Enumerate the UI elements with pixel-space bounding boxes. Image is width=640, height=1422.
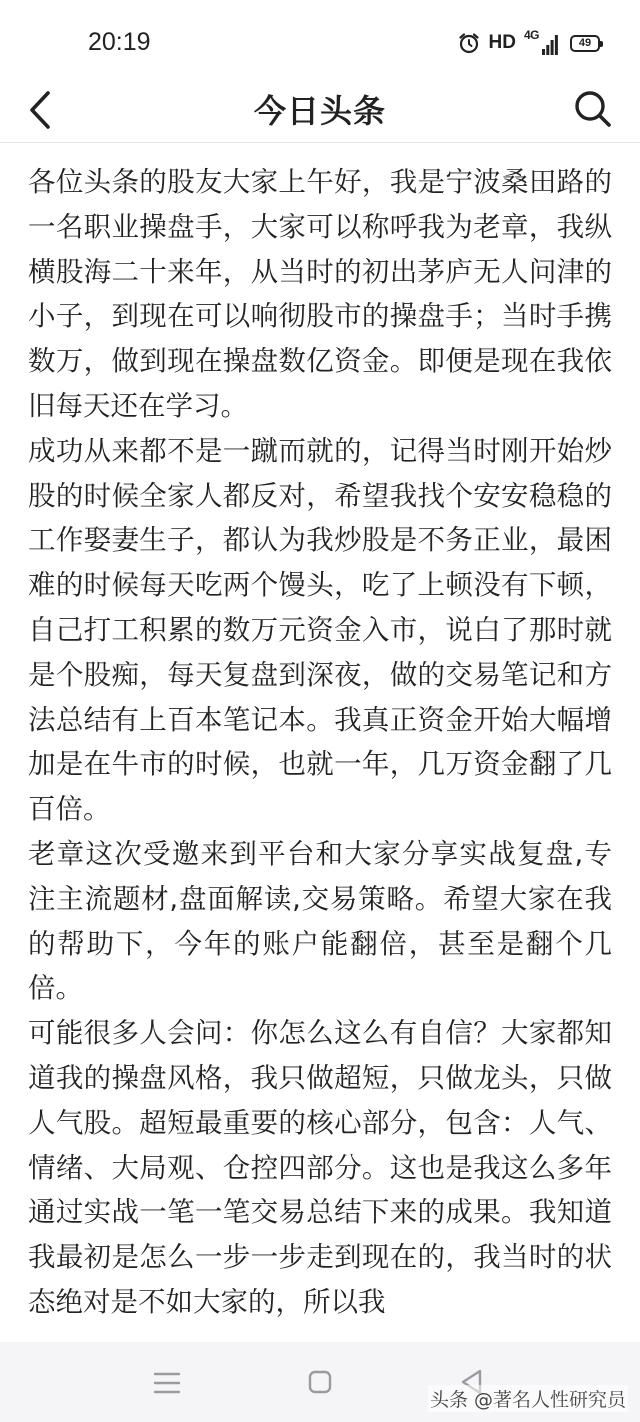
signal-indicator	[524, 28, 558, 55]
search-icon	[573, 89, 613, 129]
article-paragraph: 可能很多人会问：你怎么这么有自信？大家都知道我的操盘风格，我只做超短，只做龙头，只做人气股。超短最重要的核心部分，包含：人气、情绪、大局观、仓控四部分。这也是我这么多年通过实战一笔一笔交易总结下来的成果。我知道我最初是怎么一步一步走到现在的，我当时的状态绝对是不如大家的，所以我	[28, 1017, 612, 1318]
battery-icon	[570, 35, 600, 52]
network-hd-label: HD	[488, 32, 516, 53]
home-square-icon[interactable]	[308, 1370, 332, 1394]
signal-bars-icon	[542, 35, 558, 55]
status-bar	[0, 0, 640, 80]
battery-level: 49	[578, 36, 592, 49]
page-title: 今日头条	[253, 92, 386, 130]
article-paragraph: 各位头条的股友大家上午好，我是宁波桑田路的一名职业操盘手，大家可以称呼我为老章，我纵横股海二十来年，从当时的初出茅庐无人问津的小子，到现在可以响彻股市的操盘手；当时手携数万，做到现在操盘数亿资金。即便是现在我依旧每天还在学习。	[28, 166, 612, 422]
nav-header	[0, 80, 640, 143]
watermark-label: 头条 @著名人性研究员	[428, 1385, 628, 1412]
alarm-clock-icon	[457, 31, 481, 55]
search-button[interactable]	[570, 86, 616, 132]
status-time: 20:19	[88, 28, 151, 56]
system-navigation-bar	[0, 1342, 640, 1422]
article-paragraph: 成功从来都不是一蹴而就的，记得当时刚开始炒股的时候全家人都反对，希望我找个安安稳稳的工作娶妻生子，都认为我炒股是不务正业，最困难的时候每天吃两个馒头，吃了上顿没有下顿，自己打工积累的数万元资金入市，说白了那时就是个股痴，每天复盘到深夜，做的交易笔记和方法总结有上百本笔记本。我真正资金开始大幅增加是在牛市的时候，也就一年，几万资金翻了几百倍。	[28, 434, 612, 826]
menu-icon[interactable]	[152, 1370, 182, 1396]
signal-type-label: 4G	[524, 28, 540, 42]
article-body	[28, 160, 612, 1325]
status-indicators	[457, 30, 600, 56]
article-paragraph: 老章这次受邀来到平台和大家分享实战复盘,专注主流题材,盘面解读,交易策略。希望大家在我的帮助下，今年的账户能翻倍，甚至是翻个几倍。	[28, 837, 612, 1005]
